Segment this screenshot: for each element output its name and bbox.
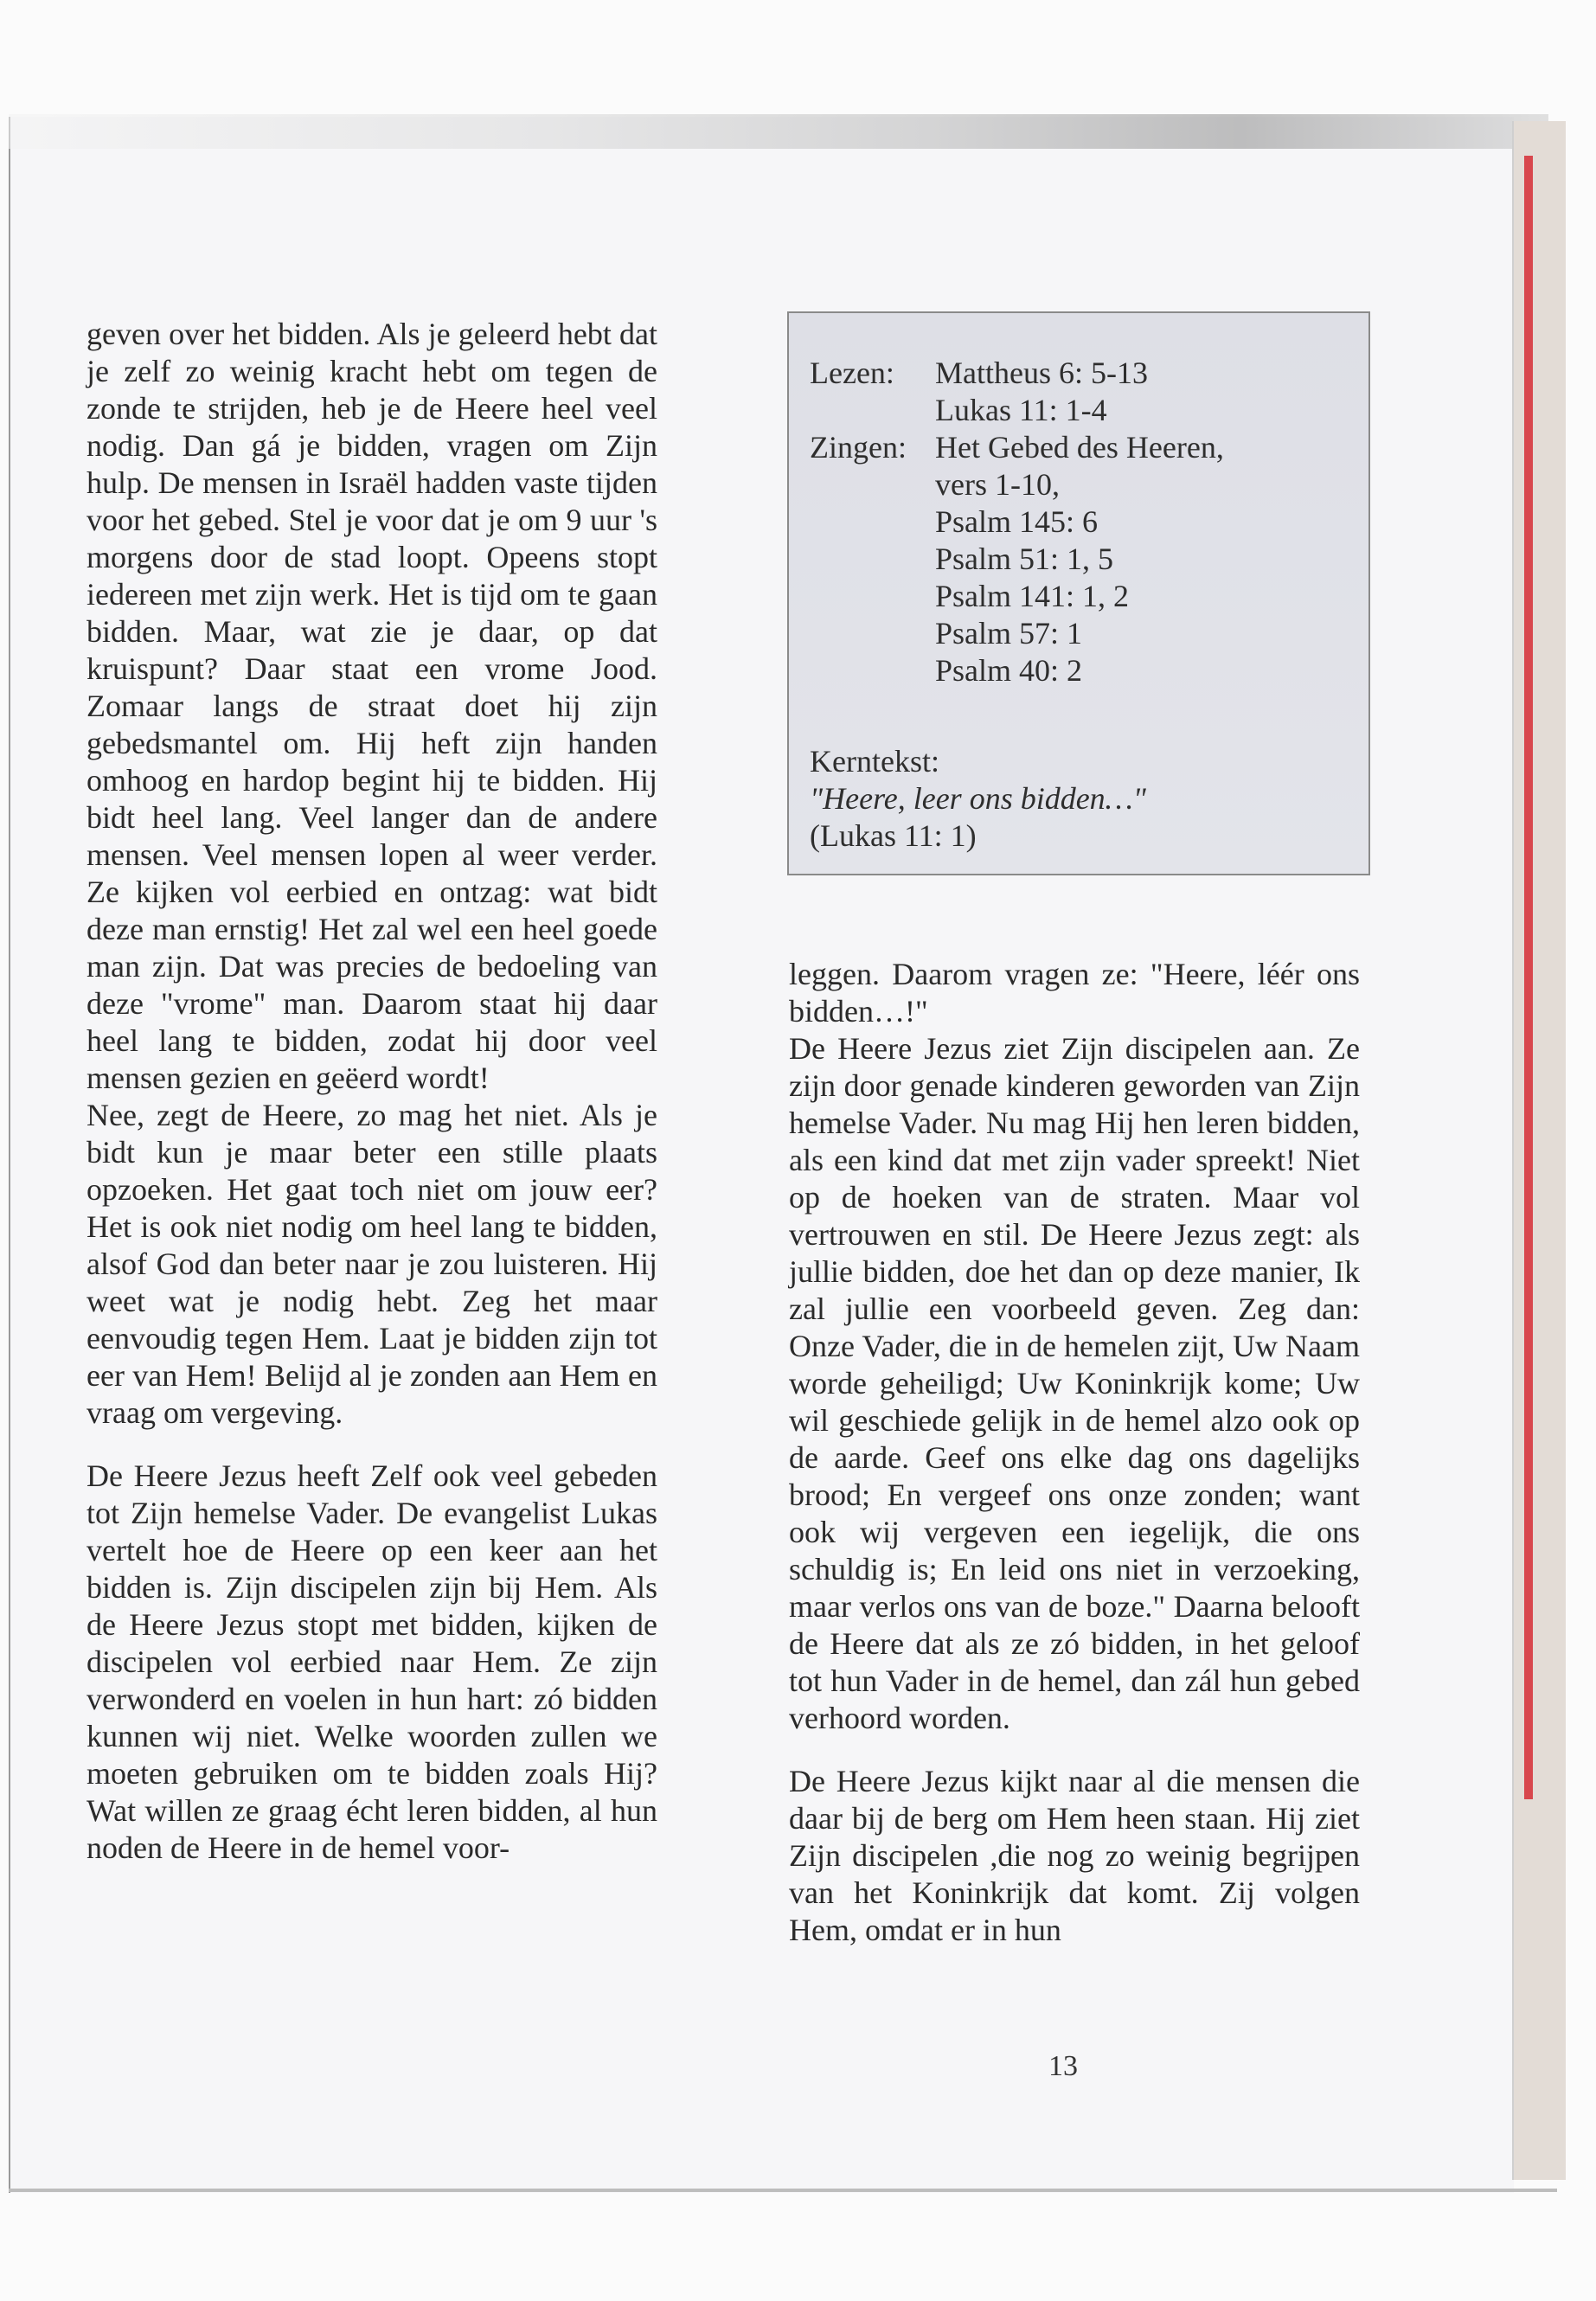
kerntekst-ref: (Lukas 11: 1): [810, 818, 977, 853]
zingen-ref: Psalm 51: 1, 5: [935, 542, 1114, 576]
paragraph: leggen. Daarom vragen ze: "Heere, léér ons bidden…!": [789, 957, 1360, 1029]
paragraph: geven over het bidden. Als je geleerd hebt dat je zelf zo weinig kracht hebt om tegen de zonde te strijden, heb je de Heere heel veel nodig. Dan gá je bidden, vragen om Zijn hulp. De mensen in Israël hadden vaste tijden voor het gebed. Stel je voor dat je om 9 uur 's morgens door de stad loopt. Opeens stopt iedereen met zijn werk. Het is tijd om te gaan bidden. Maar, wat zie je daar, op dat kruispunt? Daar staat een vrome Jood. Zomaar langs de straat doet hij zijn gebedsmantel om. Hij heft zijn handen omhoog en hardop begint hij te bidden. Hij bidt heel lang. Veel langer dan de andere mensen. Veel mensen lopen al weer verder. Ze kijken vol eerbied en ontzag: wat bidt deze man ernstig! Het zal wel een heel goede man zijn. Dat was precies de bedoeling van deze "vrome" man. Daarom staat hij daar heel lang te bidden, zodat hij door veel mensen gezien en geëerd wordt!: [87, 317, 657, 1095]
kerntekst-quote: "Heere, leer ons bidden…": [810, 781, 1146, 816]
book-cover-edge: [1512, 121, 1566, 2180]
page-top-edge: [9, 114, 1548, 149]
zingen-ref: vers 1-10,: [935, 467, 1060, 502]
paragraph: De Heere Jezus ziet Zijn discipelen aan. Ze zijn door genade kinderen geworden van Zijn hemelse Vader. Nu mag Hij hen leren bidden, als een kind dat met zijn vader spreekt! Niet op de hoeken van de straten. Maar vol vertrouwen en stil. De Heere Jezus zegt: als jullie bidden, doe het dan op deze manier, Ik zal jullie een voorbeeld geven. Zeg dan: Onze Vader, die in de hemelen zijt, Uw Naam worde geheiligd; Uw Koninkrijk kome; Uw wil geschiede gelijk in de hemel alzo ook op de aarde. Geef ons elke dag ons dagelijks brood; En vergeef ons onze zonden; want ook wij vergeven een iegelijk, die ons schuldig is; En leid ons niet in verzoeking, maar verlos ons van de boze." Daarna belooft de Heere dat als ze zó bidden, in het geloof tot hun Vader in de hemel, dan zál hun gebed verhoord worden.: [789, 1031, 1360, 1735]
zingen-ref: Psalm 57: 1: [935, 616, 1083, 651]
zingen-ref: Psalm 40: 2: [935, 653, 1083, 688]
paragraph: De Heere Jezus kijkt naar al die mensen die daar bij de berg om Hem heen staan. Hij ziet Zijn discipelen ,die nog zo weinig begrijpen van het Koninkrijk dat komt. Zij volgen Hem, omdat er in hun: [789, 1764, 1360, 1947]
right-text-column: [789, 956, 1360, 1949]
paragraph: De Heere Jezus heeft Zelf ook veel gebeden tot Zijn hemelse Vader. De evangelist Lukas vertelt hoe de Heere op een keer aan het bidden is. Zijn discipelen zijn bij Hem. Als de Heere Jezus stopt met bidden, kijken de discipelen vol eerbied naar Hem. Ze zijn verwonderd en voelen in hun hart: zó bidden kunnen wij niet. Welke woorden zullen we moeten gebruiken om te bidden zoals Hij? Wat willen ze graag écht leren bidden, al hun noden de Heere in de hemel voor-: [87, 1458, 657, 1865]
lezen-ref: Mattheus 6: 5-13: [935, 356, 1148, 390]
kerntekst-label: Kerntekst:: [810, 744, 939, 779]
page-number: 13: [1048, 2050, 1078, 2082]
reading-info-box: [787, 311, 1370, 875]
page-bottom-edge: [9, 2189, 1557, 2192]
lezen-label: Lezen:: [810, 356, 894, 390]
book-spine-red-strip: [1524, 156, 1533, 1799]
lezen-row: [810, 355, 1353, 392]
zingen-label: Zingen:: [810, 430, 907, 465]
lezen-ref: Lukas 11: 1-4: [935, 393, 1107, 427]
paragraph: Nee, zegt de Heere, zo mag het niet. Als je bidt kun je maar beter een stille plaats opzoeken. Het gaat toch niet om jouw eer? Het is ook niet nodig om heel lang te bidden, alsof God dan beter naar je zou luisteren. Hij weet wat je nodig hebt. Zeg het maar eenvoudig tegen Hem. Laat je bidden zijn tot eer van Hem! Belijd al je zonden aan Hem en vraag om vergeving.: [87, 1098, 657, 1430]
zingen-ref: Het Gebed des Heeren,: [935, 430, 1224, 465]
zingen-row: [810, 429, 1353, 466]
zingen-ref: Psalm 141: 1, 2: [935, 579, 1130, 613]
left-text-column: [87, 316, 657, 1867]
zingen-ref: Psalm 145: 6: [935, 504, 1099, 539]
